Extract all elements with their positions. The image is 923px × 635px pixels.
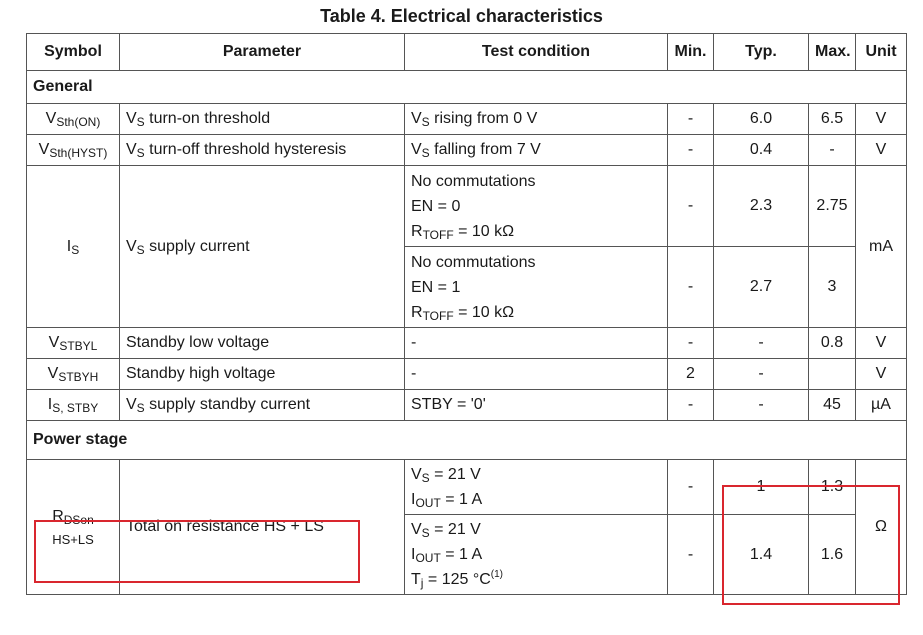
unit-cell: Ω [856, 460, 907, 595]
condition-cell: $V_S$ rising from 0 V [405, 104, 668, 135]
header-test-condition: Test condition [405, 34, 668, 71]
parameter-cell: $V_S$ turn-on threshold [120, 104, 405, 135]
header-unit: Unit [856, 34, 907, 71]
header-max: Max. [809, 34, 856, 71]
symbol-cell: $V_{Sth(ON)}$ [27, 104, 120, 135]
header-symbol: Symbol [27, 34, 120, 71]
symbol-cell: $V_{STBYH}$ [27, 359, 120, 390]
typ-cell: 0.4 [714, 135, 809, 166]
symbol-cell: $R_{DSon}$ HS+LS [27, 460, 120, 595]
condition-cell: $V_S = 21$ V $I_{OUT} = 1$ A $T_j = 125$ $^\circ C^{(1)}$ [405, 515, 668, 595]
symbol-cell: $I_S$ [27, 166, 120, 328]
condition-cell: - [405, 328, 668, 359]
min-cell: - [668, 247, 714, 328]
max-cell: 1.3 [809, 460, 856, 515]
unit-cell: V [856, 104, 907, 135]
section-row-general [27, 71, 907, 104]
min-cell: - [668, 515, 714, 595]
typ-cell: 6.0 [714, 104, 809, 135]
section-general: General [27, 71, 907, 104]
symbol-cell: $I_{S, STBY}$ [27, 390, 120, 421]
table-row [27, 328, 907, 359]
max-cell: 1.6 [809, 515, 856, 595]
unit-cell: V [856, 135, 907, 166]
typ-cell: 1.4 [714, 515, 809, 595]
max-cell: 6.5 [809, 104, 856, 135]
min-cell: - [668, 390, 714, 421]
min-cell: - [668, 460, 714, 515]
unit-cell: V [856, 359, 907, 390]
condition-cell: No commutations EN = 1 $R_{TOFF} = 10$ kΩ [405, 247, 668, 328]
min-cell: - [668, 104, 714, 135]
header-typ: Typ. [714, 34, 809, 71]
typ-cell: - [714, 390, 809, 421]
unit-cell: mA [856, 166, 907, 328]
section-row-power-stage [27, 421, 907, 460]
parameter-cell: $V_S$ supply standby current [120, 390, 405, 421]
unit-cell: V [856, 328, 907, 359]
condition-cell: No commutations EN = 0 $R_{TOFF} = 10$ kΩ [405, 166, 668, 247]
table-row [27, 104, 907, 135]
symbol-cell: $V_{STBYL}$ [27, 328, 120, 359]
min-cell: - [668, 166, 714, 247]
highlight-box-rdson-parameter [34, 520, 360, 583]
header-min: Min. [668, 34, 714, 71]
header-row [27, 34, 907, 71]
table-row [27, 359, 907, 390]
unit-cell: µA [856, 390, 907, 421]
max-cell: - [809, 135, 856, 166]
max-cell: 0.8 [809, 328, 856, 359]
typ-cell: 2.3 [714, 166, 809, 247]
typ-cell: - [714, 328, 809, 359]
parameter-cell: $V_S$ supply current [120, 166, 405, 328]
table-title: Table 4. Electrical characteristics [320, 6, 603, 26]
typ-cell: - [714, 359, 809, 390]
typ-cell: 1 [714, 460, 809, 515]
parameter-cell: Standby high voltage [120, 359, 405, 390]
max-cell: 3 [809, 247, 856, 328]
section-power-stage: Power stage [27, 421, 907, 460]
highlight-box-rdson-values [722, 485, 900, 605]
condition-cell: $V_S = 21$ V $I_{OUT} = 1$ A [405, 460, 668, 515]
symbol-cell: $V_{Sth(HYST)}$ [27, 135, 120, 166]
min-cell: - [668, 328, 714, 359]
max-cell [809, 359, 856, 390]
table-row [27, 166, 907, 247]
parameter-cell: $V_S$ turn-off threshold hysteresis [120, 135, 405, 166]
typ-cell: 2.7 [714, 247, 809, 328]
condition-cell: STBY = '0' [405, 390, 668, 421]
max-cell: 2.75 [809, 166, 856, 247]
min-cell: - [668, 135, 714, 166]
parameter-cell: Standby low voltage [120, 328, 405, 359]
table-row [27, 135, 907, 166]
table-row [27, 390, 907, 421]
condition-cell: $V_S$ falling from 7 V [405, 135, 668, 166]
min-cell: 2 [668, 359, 714, 390]
max-cell: 45 [809, 390, 856, 421]
parameter-cell: Total on resistance HS + LS [120, 460, 405, 595]
header-parameter: Parameter [120, 34, 405, 71]
condition-cell: - [405, 359, 668, 390]
